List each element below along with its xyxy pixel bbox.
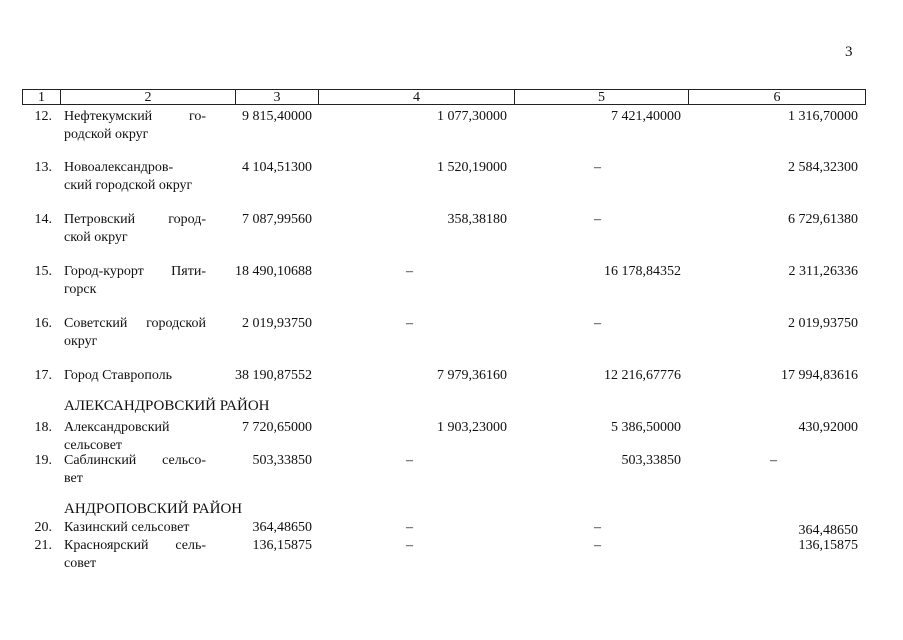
row-number: 18.: [34, 420, 52, 435]
row-name: [64, 211, 206, 247]
cell-col-5: –: [594, 212, 601, 227]
row-name-line: Петровский город-: [64, 212, 206, 227]
cell-col-6: 364,48650: [798, 523, 858, 538]
cell-col-5: 5 386,50000: [611, 420, 681, 435]
row-number: 12.: [34, 109, 52, 124]
row-name-line: Новоалександров-: [64, 160, 174, 175]
cell-col-3: 38 190,87552: [235, 368, 312, 383]
cell-col-6: 6 729,61380: [788, 212, 858, 227]
row-name-line: Красноярский сель-: [64, 538, 206, 553]
cell-col-3: 4 104,51300: [242, 160, 312, 175]
cell-col-4: –: [406, 538, 413, 553]
row-number: 16.: [34, 316, 52, 331]
row-name-line: Город-курорт Пяти-: [64, 264, 206, 279]
row-name: [64, 419, 206, 455]
row-number: 19.: [34, 453, 52, 468]
cell-col-4: 358,38180: [447, 212, 507, 227]
row-name: [64, 263, 206, 299]
cell-col-6: 1 316,70000: [788, 109, 858, 124]
header-col-6: 6: [773, 90, 781, 105]
row-name: [64, 159, 206, 195]
row-number: 14.: [34, 212, 52, 227]
cell-col-6: 136,15875: [798, 538, 858, 553]
cell-col-3: 364,48650: [252, 520, 312, 535]
row-number: 13.: [34, 160, 52, 175]
cell-col-4: –: [406, 453, 413, 468]
cell-col-6: 17 994,83616: [781, 368, 858, 383]
cell-col-6: 2 584,32300: [788, 160, 858, 175]
page-number: 3: [845, 44, 853, 60]
row-number: 21.: [34, 538, 52, 553]
header-col-2: 2: [61, 90, 236, 104]
row-name-line: совет: [64, 556, 97, 571]
cell-col-3: 7 720,65000: [242, 420, 312, 435]
row-name: [64, 537, 206, 573]
row-name-line: Советский городской: [64, 316, 206, 331]
cell-col-3: 503,33850: [252, 453, 312, 468]
row-number: 17.: [34, 368, 52, 383]
row-name-line: ской округ: [64, 230, 128, 245]
cell-col-4: 1 077,30000: [437, 109, 507, 124]
cell-col-4: –: [406, 316, 413, 331]
row-name-line: горск: [64, 282, 97, 297]
header-col-1: 1: [23, 90, 61, 104]
cell-col-4: –: [406, 520, 413, 535]
cell-col-5: 7 421,40000: [611, 109, 681, 124]
row-name-line: вет: [64, 471, 83, 486]
cell-col-6: 2 019,93750: [788, 316, 858, 331]
section-heading: АЛЕКСАНДРОВСКИЙ РАЙОН: [64, 398, 270, 414]
row-number: 15.: [34, 264, 52, 279]
row-number: 20.: [34, 520, 52, 535]
cell-col-4: 1 520,19000: [437, 160, 507, 175]
cell-col-3: 2 019,93750: [242, 316, 312, 331]
row-name-line: Александровский: [64, 420, 170, 435]
cell-col-6: 430,92000: [798, 420, 858, 435]
cell-col-4: 7 979,36160: [437, 368, 507, 383]
row-name: [64, 108, 206, 144]
header-col-3: 3: [236, 90, 319, 104]
row-name: [64, 315, 206, 351]
cell-col-3: 18 490,10688: [235, 264, 312, 279]
cell-col-4: 1 903,23000: [437, 420, 507, 435]
section-heading: АНДРОПОВСКИЙ РАЙОН: [64, 501, 243, 517]
row-name-line: округ: [64, 334, 98, 349]
cell-col-5: –: [594, 316, 601, 331]
cell-col-6: 2 311,26336: [788, 264, 858, 279]
row-name-line: сельсовет: [64, 438, 123, 453]
cell-col-6: –: [770, 453, 777, 468]
cell-col-4: –: [406, 264, 413, 279]
cell-col-3: 136,15875: [252, 538, 312, 553]
header-col-4: 4: [319, 90, 515, 104]
cell-col-5: 12 216,67776: [604, 368, 681, 383]
row-name-line: Нефтекумский го-: [64, 109, 206, 124]
cell-col-5: –: [594, 538, 601, 553]
row-name: [64, 452, 206, 488]
cell-col-5: 503,33850: [621, 453, 681, 468]
cell-col-5: –: [594, 520, 601, 535]
cell-col-5: –: [594, 160, 601, 175]
row-name-line: Саблинский сельсо-: [64, 453, 206, 468]
row-name-line: ский городской округ: [64, 178, 193, 193]
cell-col-5: 16 178,84352: [604, 264, 681, 279]
header-col-5: 5: [515, 90, 689, 104]
row-name-line: Казинский сельсовет: [64, 520, 190, 535]
row-name-line: Город Ставрополь: [64, 368, 173, 383]
row-name-line: родской округ: [64, 127, 149, 142]
cell-col-3: 7 087,99560: [242, 212, 312, 227]
table-header: [22, 89, 866, 105]
cell-col-3: 9 815,40000: [242, 109, 312, 124]
row-name: [64, 367, 206, 385]
row-name: [64, 519, 206, 537]
